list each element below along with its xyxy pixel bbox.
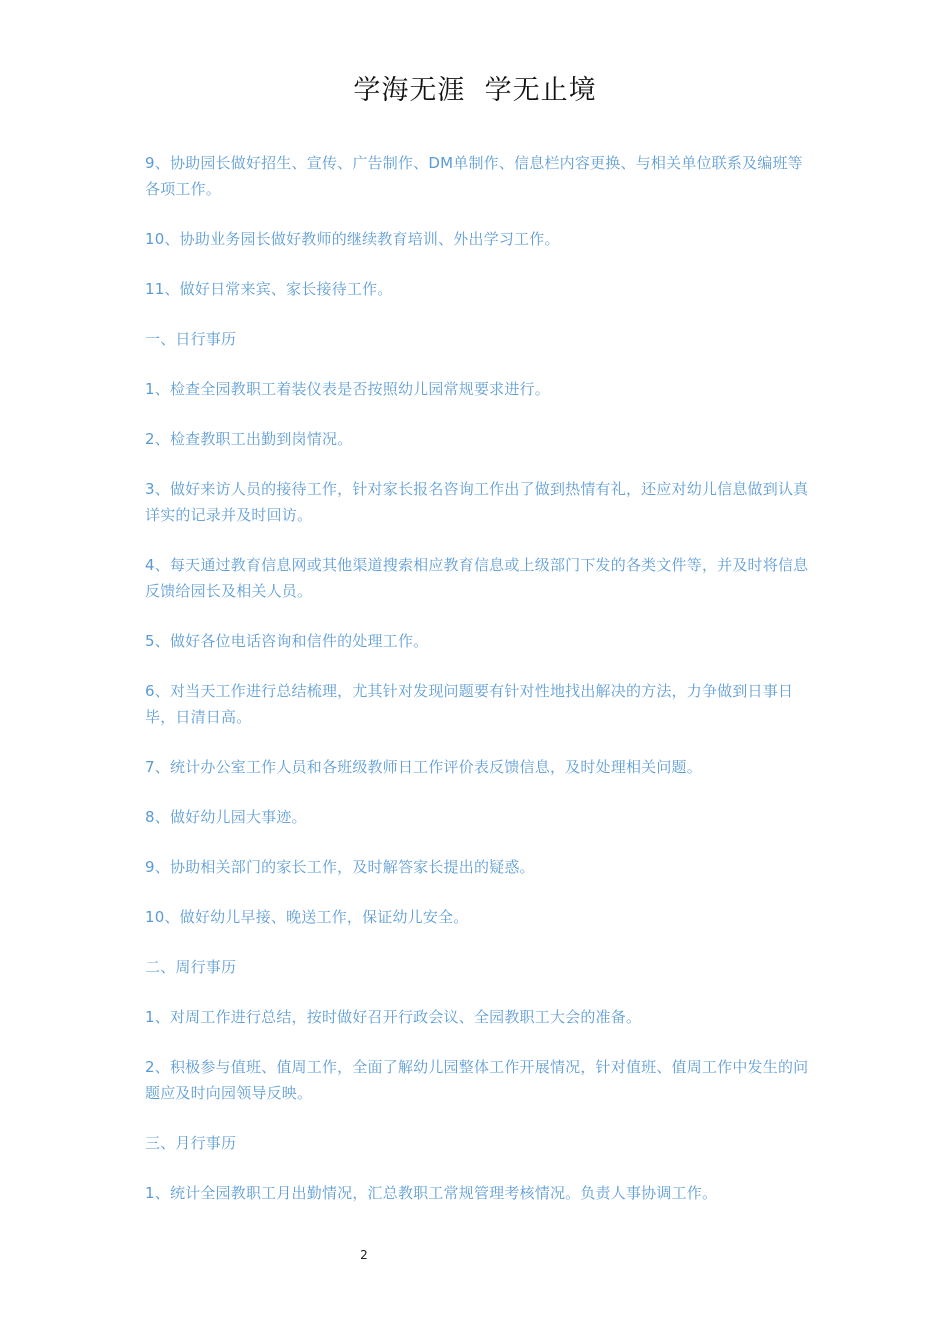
paragraph: 6、对当天工作进行总结梳理，尤其针对发现问题要有针对性地找出解决的方法，力争做到日事日毕，日清日高。 (145, 682, 794, 726)
paragraph: 10、做好幼儿早接、晚送工作，保证幼儿安全。 (145, 908, 469, 926)
paragraph: 2、积极参与值班、值周工作，全面了解幼儿园整体工作开展情况，针对值班、值周工作中发生的问题应及时向园领导反映。 (145, 1058, 809, 1102)
page-number: 2 (360, 1248, 368, 1262)
paragraph: 11、做好日常来宾、家长接待工作。 (145, 280, 393, 298)
page-header-title: 学海无涯 学无止境 (353, 75, 597, 106)
paragraph: 1、统计全园教职工月出勤情况，汇总教职工常规管理考核情况。负责人事协调工作。 (145, 1184, 718, 1202)
paragraph: 9、协助相关部门的家长工作，及时解答家长提出的疑惑。 (145, 858, 535, 876)
paragraph: 7、统计办公室工作人员和各班级教师日工作评价表反馈信息，及时处理相关问题。 (145, 758, 702, 776)
section-heading: 三、月行事历 (145, 1134, 237, 1152)
paragraph: 4、每天通过教育信息网或其他渠道搜索相应教育信息或上级部门下发的各类文件等，并及时将信息反馈给园长及相关人员。 (145, 556, 809, 600)
paragraph: 9、协助园长做好招生、宣传、广告制作、DM单制作、信息栏内容更换、与相关单位联系及编班等各项工作。 (145, 154, 803, 198)
section-heading: 二、周行事历 (145, 958, 237, 976)
paragraph: 2、检查教职工出勤到岗情况。 (145, 430, 353, 448)
section-heading: 一、日行事历 (145, 330, 237, 348)
document-body (145, 150, 810, 1230)
paragraph: 1、检查全园教职工着装仪表是否按照幼儿园常规要求进行。 (145, 380, 550, 398)
paragraph: 3、做好来访人员的接待工作，针对家长报名咨询工作出了做到热情有礼，还应对幼儿信息做到认真详实的记录并及时回访。 (145, 480, 809, 524)
paragraph: 10、协助业务园长做好教师的继续教育培训、外出学习工作。 (145, 230, 560, 248)
paragraph: 8、做好幼儿园大事迹。 (145, 808, 307, 826)
paragraph: 1、对周工作进行总结，按时做好召开行政会议、全园教职工大会的准备。 (145, 1008, 642, 1026)
paragraph: 5、做好各位电话咨询和信件的处理工作。 (145, 632, 429, 650)
